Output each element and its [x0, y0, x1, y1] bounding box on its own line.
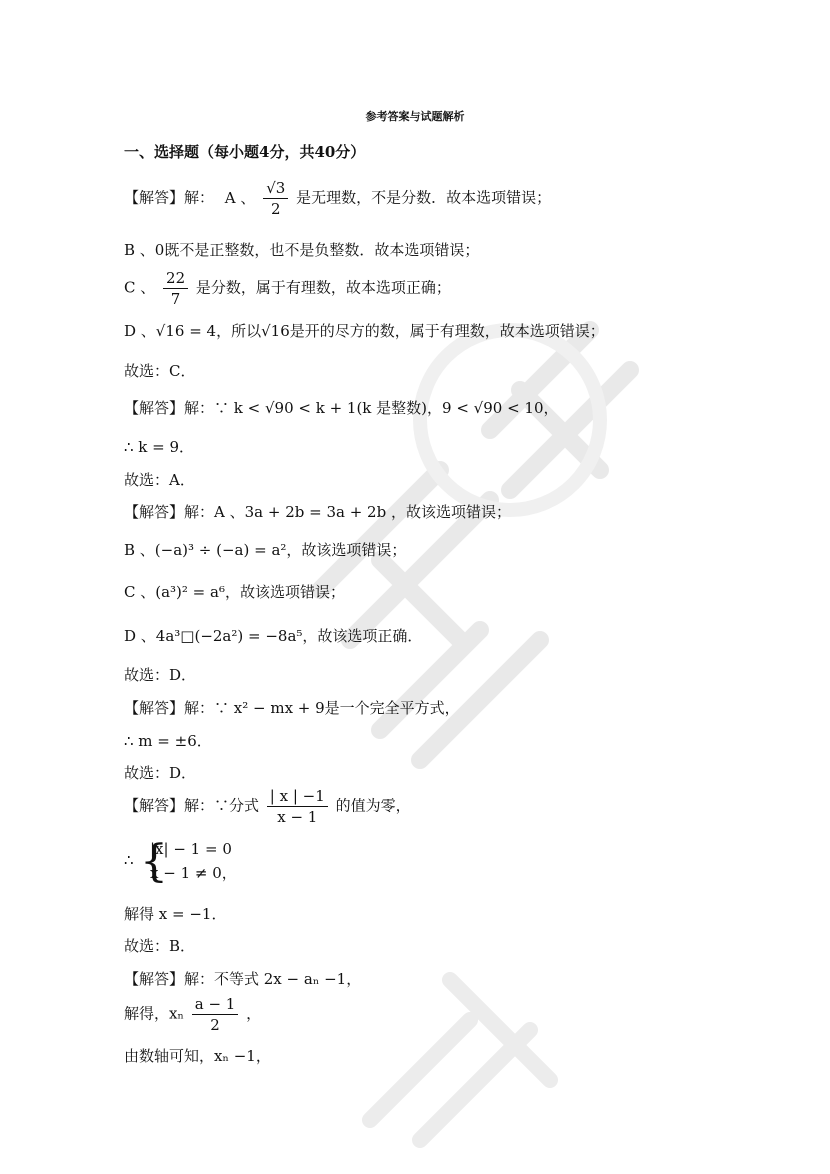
system-equation-2: x − 1 ≠ 0， — [150, 864, 237, 882]
q6-line-3: 由数轴可知，xₙ −1， — [124, 1047, 271, 1065]
answer-label: 【解答】解：∵分式 — [124, 796, 260, 815]
q1-text: 是分数，属于有理数，故本选项正确； — [195, 278, 451, 297]
q2-line-1: 【解答】解：∵ k < √90 < k + 1(k 是整数)，9 < √90 < 10， — [124, 399, 559, 417]
q4-line-2: ∴ m = ±6． — [124, 732, 212, 750]
fraction-22-over-7: $\frac{22}{7}$ — [163, 268, 188, 309]
section-heading: 一、选择题（每小题4分，共40分） — [124, 143, 366, 161]
system-equation-1: |x| − 1 = 0 — [150, 840, 232, 858]
q3-line-3: C 、(a³)² = a⁶，故该选项错误； — [124, 583, 345, 601]
option-a: A 、 — [224, 188, 256, 207]
q5-line-1 — [124, 786, 411, 827]
fraction-a-minus-1-over-2: $\frac{a - 1}{2}$ — [192, 994, 239, 1035]
equation-system — [124, 836, 324, 902]
q3-line-4: D 、4a³□(−2a²) = −8a⁵，故该选项正确． — [124, 627, 423, 645]
page-title: 参考答案与试题解析 — [365, 110, 465, 123]
left-brace-icon: { — [140, 836, 168, 887]
q1-line-1 — [124, 178, 551, 219]
q5-line-3: 解得 x = −1． — [124, 905, 227, 923]
q1-line-3 — [124, 268, 451, 309]
q2-line-2: ∴ k = 9． — [124, 438, 195, 456]
answer-label: 【解答】解： — [124, 188, 215, 207]
q1-line-4: D 、√16 = 4，所以√16是开的尽方的数，属于有理数，故本选项错误； — [124, 322, 605, 340]
fraction-abs-x-minus-1: $\frac{| x | -1}{x - 1}$ — [267, 786, 328, 827]
q1-choice: 故选：C． — [124, 362, 196, 380]
q5-text: 的值为零， — [335, 796, 411, 815]
q3-line-1: 【解答】解：A 、3a + 2b = 3a + 2b ，故该选项错误； — [124, 503, 511, 521]
q5-choice: 故选：B． — [124, 937, 196, 955]
q3-choice: 故选：D． — [124, 666, 197, 684]
q3-line-2: B 、(−a)³ ÷ (−a) = a²，故该选项错误； — [124, 541, 407, 559]
q6-line-1: 【解答】解：不等式 2x − aₙ −1， — [124, 970, 362, 988]
q4-choice: 故选：D． — [124, 764, 197, 782]
q4-line-1: 【解答】解：∵ x² − mx + 9是一个完全平方式， — [124, 699, 460, 717]
q2-choice: 故选：A． — [124, 471, 195, 489]
fraction-sqrt3-over-2: $\frac{√3}{2}$ — [263, 178, 288, 219]
q6-text: 解得，xₙ — [124, 1004, 184, 1023]
q1-text: 是无理数，不是分数．故本选项错误； — [296, 188, 552, 207]
q1-line-2: B 、0既不是正整数，也不是负整数．故本选项错误； — [124, 241, 480, 259]
option-c: C 、 — [124, 278, 156, 297]
watermark-logo-bottom — [330, 920, 590, 1160]
therefore-symbol: ∴ — [124, 851, 134, 869]
q6-line-2: 解得，xₙ $\frac{a - 1}{2}$ ， — [124, 995, 262, 1034]
